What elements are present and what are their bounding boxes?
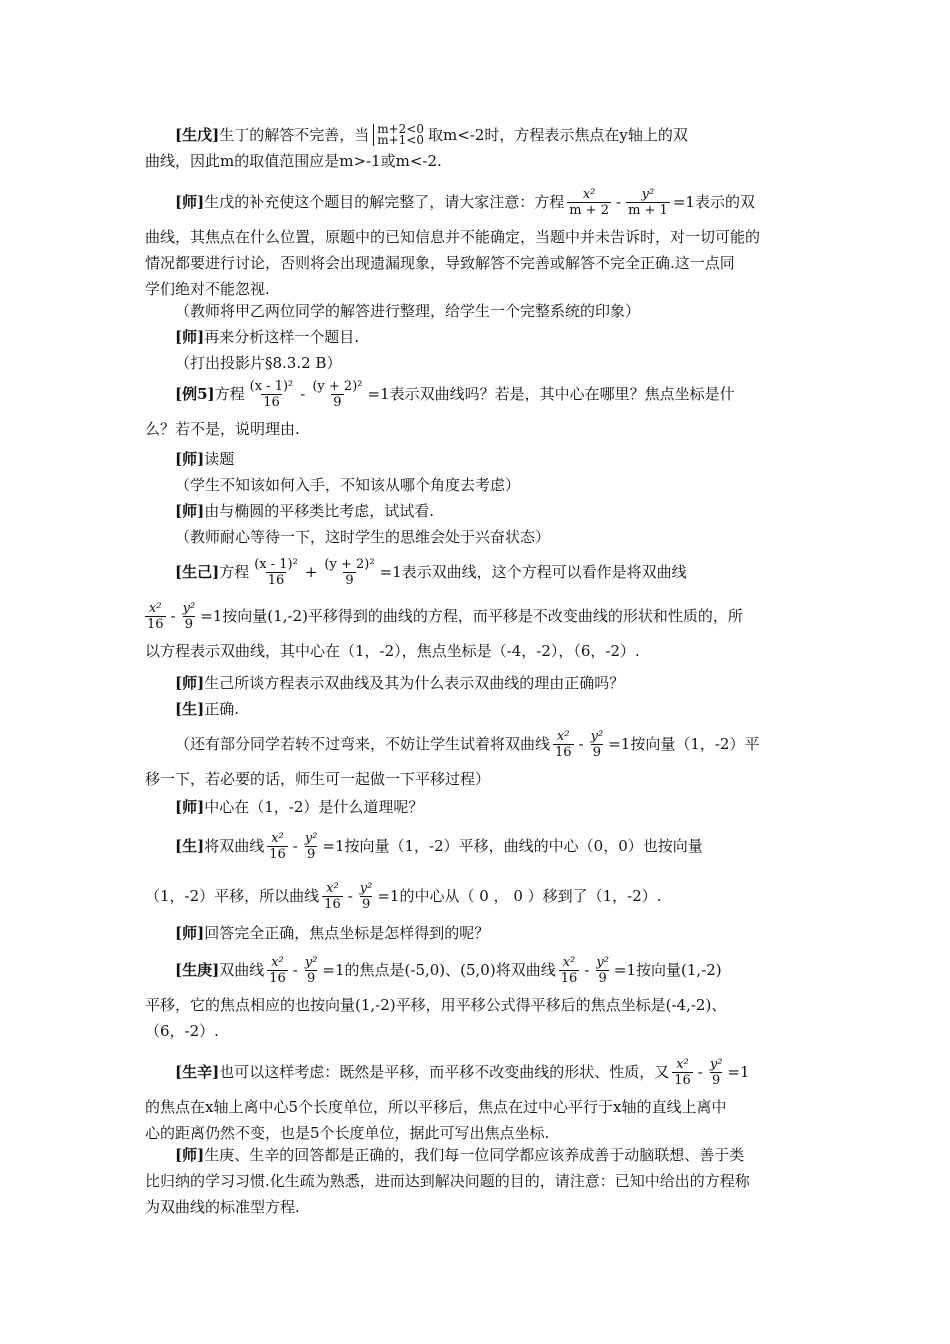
- text-line: （打出投影片§8.3.2 B）: [175, 354, 342, 372]
- text-line: 心的距离仍然不变，也是5个长度单位，据此可写出焦点坐标.: [145, 1124, 550, 1142]
- text-line: 移一下，若必要的话，师生可一起做一下平移过程）: [145, 770, 491, 788]
- paragraph-shengxin: [145, 1050, 810, 1146]
- text-run: 取m<-2时，方程表示焦点在y轴上的双: [427, 126, 688, 144]
- fraction: $\frac{\text{y²}}{9}$: [596, 954, 609, 986]
- text-line: 比归纳的学习习惯.化生疏为熟悉，进而达到解决问题的目的，请注意：已知中给出的方程称: [145, 1172, 750, 1190]
- text-run: 中心在（1，-2）是什么道理呢？: [204, 798, 424, 816]
- text-run: 生庚、生辛的回答都是正确的，我们每一位同学都应该养成善于动脑联想、善于类: [204, 1146, 745, 1164]
- speaker-label: [师]: [175, 674, 205, 692]
- fraction: $\frac{\text{x²}}{16}$: [269, 954, 286, 986]
- fraction: $\frac{\text{y²}}{m + 1}$: [628, 186, 668, 218]
- text-line: 么？若不是，说明理由.: [145, 420, 300, 438]
- text-run: （1，-2）平移，所以曲线: [145, 887, 320, 905]
- speaker-label: [生]: [175, 700, 205, 718]
- text-run: =1的焦点是(-5,0)、(5,0)将双曲线: [322, 961, 556, 979]
- text-run: =1表示双曲线吗？若是，其中心在哪里？焦点坐标是什: [367, 385, 735, 403]
- text-line: （教师将甲乙两位同学的解答进行整理，给学生一个完整系统的印象）: [175, 302, 641, 320]
- text-line: 学们绝对不能忽视.: [145, 280, 270, 298]
- paragraph-confirm: [145, 670, 810, 722]
- paragraph-center-question: [145, 794, 810, 820]
- fraction: $\frac{\text{y²}}{9}$: [182, 600, 196, 632]
- text-run: 读题: [204, 450, 235, 468]
- text-run: 再来分析这样一个题目.: [204, 328, 359, 346]
- minus-sign: -: [300, 385, 306, 403]
- speaker-label: [师]: [175, 328, 205, 346]
- text-run: 正确.: [204, 700, 239, 718]
- paragraph-teacher-summary: [145, 1142, 810, 1220]
- fraction: $\frac{\text{y²}}{9}$: [709, 1056, 723, 1088]
- speaker-label: [生己]: [175, 563, 220, 581]
- text-run: =1按向量(1,-2)平移得到的曲线的方程，而平移是不改变曲线的形状和性质的，所: [200, 607, 743, 625]
- text-line: 的焦点在x轴上离中心5个长度单位，所以平移后，焦点在过中心平行于x轴的直线上离中: [145, 1098, 727, 1116]
- paragraph-shengji: [145, 550, 810, 664]
- text-run: =1: [727, 1063, 750, 1081]
- text-line: 以方程表示双曲线，其中心在（1，-2），焦点坐标是（-4，-2），（6，-2）.: [145, 642, 640, 660]
- paragraph-discussion: [145, 446, 810, 550]
- text-run: 双曲线: [219, 961, 265, 979]
- fraction: $\frac{\text{y²}}{9}$: [304, 830, 318, 862]
- speaker-label: [师]: [175, 450, 205, 468]
- speaker-label: [生辛]: [175, 1063, 220, 1081]
- text-run: 回答完全正确，焦点坐标是怎样得到的呢？: [204, 924, 490, 942]
- speaker-label: [师]: [175, 798, 205, 816]
- text-run: 生丁的解答不完善，当: [219, 126, 370, 144]
- minus-sign: -: [584, 961, 590, 979]
- minus-sign: -: [170, 607, 176, 625]
- text-run: =1的中心从（ 0 ， 0 ）移到了（1，-2）.: [377, 887, 662, 905]
- text-line: （学生不知该如何入手，不知该从哪个角度去考虑）: [175, 476, 521, 494]
- speaker-label: [师]: [175, 1146, 205, 1164]
- paragraph-teacher-note: [145, 180, 810, 302]
- fraction: $\frac{\text{(y + 2)²}}{9}$: [324, 556, 375, 588]
- fraction: $\frac{\text{(y + 2)²}}{9}$: [312, 378, 363, 410]
- fraction: $\frac{\text{y²}}{9}$: [304, 954, 318, 986]
- text-line: 曲线，其焦点在什么位置，原题中的已知信息并不能确定，当题中并未告诉时，对一切可能的: [145, 228, 761, 246]
- minus-sign: -: [578, 735, 584, 753]
- text-run: 由与椭圆的平移类比考虑，试试看.: [204, 502, 434, 520]
- text-run: =1按向量（1，-2）平移，曲线的中心（0，0）也按向量: [322, 837, 703, 855]
- text-run: 也可以这样考虑：既然是平移，而平移不改变曲线的形状、性质，又: [219, 1063, 670, 1081]
- text-run: =1表示双曲线，这个方程可以看作是将双曲线: [379, 563, 687, 581]
- fraction: $\frac{\text{x²}}{16}$: [324, 880, 341, 912]
- speaker-label: [师]: [175, 193, 205, 211]
- fraction: $\frac{\text{x²}}{16}$: [147, 600, 164, 632]
- speaker-label: [生庚]: [175, 961, 220, 979]
- fraction: $\frac{\text{x²}}{16}$: [674, 1056, 691, 1088]
- text-run: =1表示的双: [672, 193, 755, 211]
- text-line: 平移，它的焦点相应的也按向量(1,-2)平移，用平移公式得平移后的焦点坐标是(-4,-2)、: [145, 996, 727, 1014]
- text-run: =1按向量（1，-2）平: [608, 735, 760, 753]
- text-line: 情况都要进行讨论，否则将会出现遗漏现象，导致解答不完善或解答不完全正确.这一点同: [145, 254, 735, 272]
- fraction: $\frac{\text{y²}}{9}$: [359, 880, 373, 912]
- inequality-system: [373, 124, 424, 146]
- fraction: $\frac{\text{x²}}{16}$: [555, 728, 572, 760]
- paragraph-center-answer: [145, 824, 810, 918]
- paragraph-example-5: [145, 372, 810, 442]
- speaker-label: [师]: [175, 924, 205, 942]
- fraction: $\frac{\text{x²}}{16}$: [560, 954, 578, 986]
- fraction: $\frac{\text{x²}}{m + 2}$: [569, 186, 609, 218]
- speaker-label: [生戊]: [175, 126, 220, 144]
- paragraph-shenggeng: [145, 948, 810, 1044]
- text-line: 曲线，因此m的取值范围应是m>-1或m<-2.: [145, 152, 442, 170]
- text-line: （教师耐心等待一下，这时学生的思维会处于兴奋状态）: [175, 528, 551, 546]
- paragraph-translation-hint: [145, 722, 810, 792]
- text-run: （还有部分同学若转不过弯来，不妨让学生试着将双曲线: [175, 735, 551, 753]
- paragraph-focus-question: [145, 920, 810, 946]
- speaker-label: [师]: [175, 502, 205, 520]
- fraction: $\frac{\text{(x - 1)²}}{16}$: [249, 378, 294, 410]
- minus-sign: -: [347, 887, 353, 905]
- speaker-label: [生]: [175, 837, 205, 855]
- paragraph-simple-block: [145, 298, 810, 376]
- text-run: 方程: [214, 385, 245, 403]
- text-run: 将双曲线: [204, 837, 265, 855]
- fraction: $\frac{\text{y²}}{9}$: [590, 728, 604, 760]
- fraction: $\frac{\text{x²}}{16}$: [269, 830, 286, 862]
- minus-sign: -: [292, 837, 298, 855]
- example-label: [例5]: [175, 385, 215, 403]
- text-line: （6，-2）.: [145, 1022, 219, 1040]
- text-run: 方程: [219, 563, 250, 581]
- minus-sign: -: [697, 1063, 703, 1081]
- text-run: =1按向量(1,-2): [613, 961, 722, 979]
- text-line: 为双曲线的标准型方程.: [145, 1198, 300, 1216]
- system-line: m+1<0: [377, 133, 424, 147]
- plus-sign: +: [304, 563, 318, 581]
- system-line: m+2<0: [377, 122, 424, 136]
- minus-sign: -: [615, 193, 622, 211]
- minus-sign: -: [292, 961, 298, 979]
- text-run: 生己所谈方程表示双曲线及其为什么表示双曲线的理由正确吗？: [204, 674, 625, 692]
- fraction: $\frac{\text{(x - 1)²}}{16}$: [254, 556, 298, 588]
- text-run: 生戊的补充使这个题目的解完整了，请大家注意：方程: [204, 193, 565, 211]
- paragraph-shengwu: [145, 122, 810, 174]
